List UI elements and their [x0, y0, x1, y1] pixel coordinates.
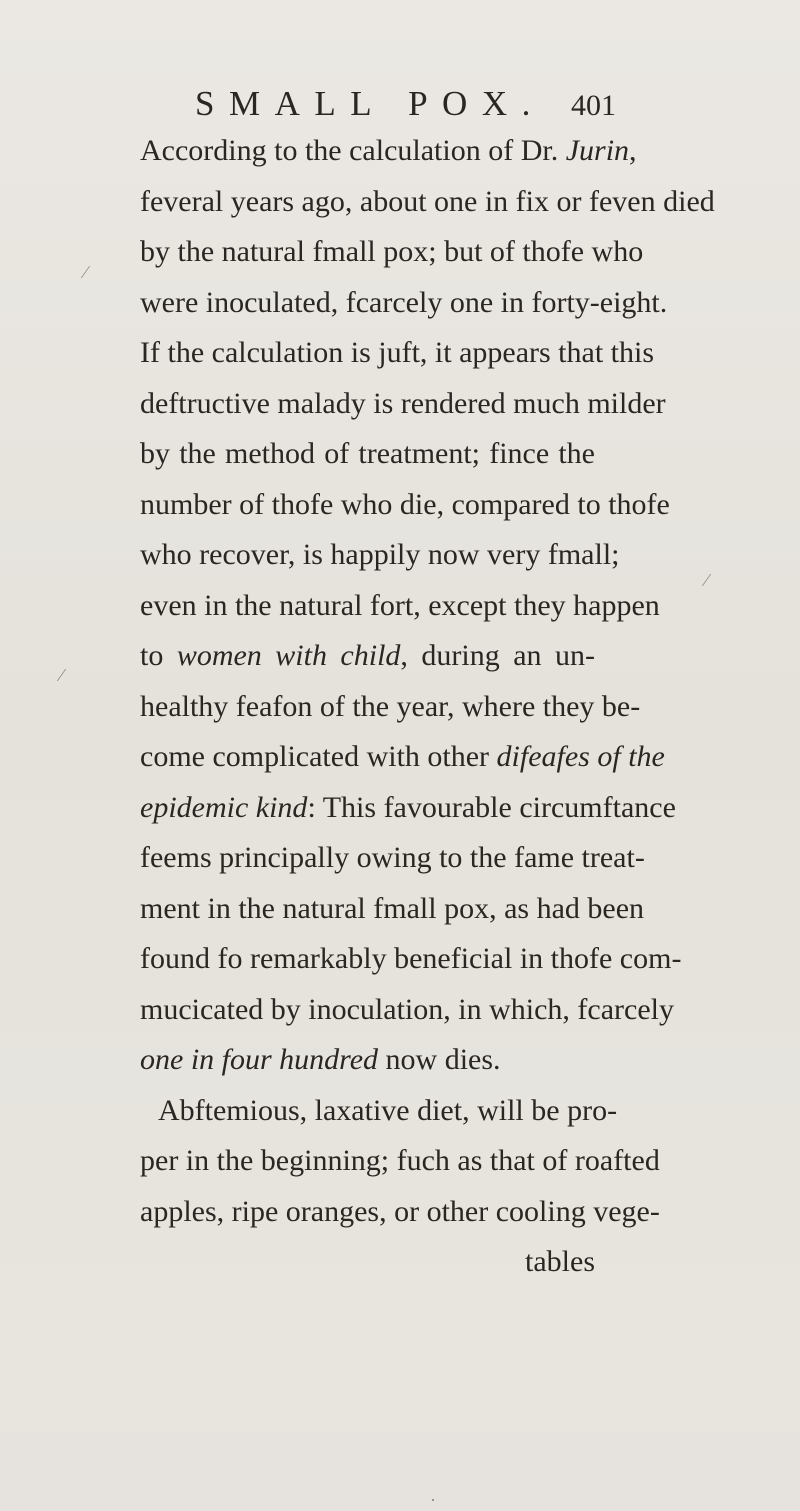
text-line	[140, 1086, 618, 1137]
text-line	[140, 581, 660, 632]
text-run: by the method of treatment; fince the	[140, 437, 595, 470]
text-run: deftructive malady is rendered much milder	[140, 386, 666, 420]
text-run: ,	[629, 134, 637, 167]
text-run: apples, ripe oranges, or other cooling vege-	[140, 1194, 660, 1228]
text-line	[140, 1187, 660, 1238]
italic-text: difeafes of the	[496, 740, 665, 773]
text-run: now dies.	[378, 1043, 501, 1076]
text-run: Abftemious, laxative diet, will be pro-	[158, 1093, 618, 1127]
margin-mark: ⁄	[84, 262, 88, 282]
text-run: even in the natural fort, except they happen	[140, 588, 660, 622]
text-line	[140, 732, 665, 783]
text-run: feveral years ago, about one in fix or feven died	[140, 184, 715, 218]
text-line	[140, 227, 644, 278]
text-run: : This favourable circumftance	[307, 790, 676, 824]
running-title: SMALL POX.	[195, 84, 545, 123]
text-line	[140, 783, 676, 834]
text-line	[140, 126, 637, 177]
text-line	[140, 934, 682, 985]
text-run: healthy feafon of the year, where they be-	[140, 689, 641, 723]
text-run: number of thofe who die, compared to thofe	[140, 487, 670, 521]
text-line	[140, 480, 670, 531]
text-line	[140, 682, 641, 733]
text-line	[140, 1136, 660, 1187]
italic-text: epidemic kind	[140, 790, 308, 824]
text-line	[140, 278, 668, 329]
page-number: 401	[571, 89, 616, 122]
text-line	[140, 379, 666, 430]
margin-mark: ⁄	[705, 570, 709, 590]
text-line	[140, 631, 595, 682]
text-run: ment in the natural fmall pox, as had been	[140, 891, 645, 925]
margin-mark: ·	[430, 1490, 436, 1510]
text-run: , during an un-	[400, 639, 595, 672]
text-line	[140, 328, 655, 379]
text-line	[140, 177, 715, 228]
margin-mark: ⁄	[60, 665, 64, 685]
body-text	[140, 126, 715, 1288]
italic-text: Jurin	[565, 134, 630, 167]
text-run: According to the calculation of Dr.	[140, 134, 566, 167]
text-run: to	[140, 639, 177, 672]
text-run: If the calculation is juft, it appears that this	[140, 336, 655, 369]
italic-text: women with child	[176, 639, 401, 672]
text-line	[140, 530, 620, 581]
text-run: feems principally owing to the fame treat-	[140, 841, 645, 874]
text-run: found fo remarkably beneficial in thofe com-	[140, 942, 682, 975]
running-header	[195, 82, 616, 126]
text-line	[140, 429, 595, 480]
text-line	[140, 1035, 595, 1086]
text-run: mucicated by inoculation, in which, fcarcely	[140, 992, 674, 1026]
text-line	[140, 833, 645, 884]
italic-text: one in four hundred	[140, 1043, 379, 1076]
text-line	[140, 985, 674, 1036]
text-line	[140, 1237, 595, 1288]
text-run: come complicated with other	[140, 740, 497, 773]
text-line	[140, 884, 645, 935]
text-run: who recover, is happily now very fmall;	[140, 538, 620, 571]
text-run: were inoculated, fcarcely one in forty-eight.	[140, 285, 668, 319]
text-run: per in the beginning; fuch as that of roafted	[140, 1144, 660, 1177]
text-run: by the natural fmall pox; but of thofe who	[140, 235, 644, 268]
text-run: tables	[525, 1245, 595, 1278]
